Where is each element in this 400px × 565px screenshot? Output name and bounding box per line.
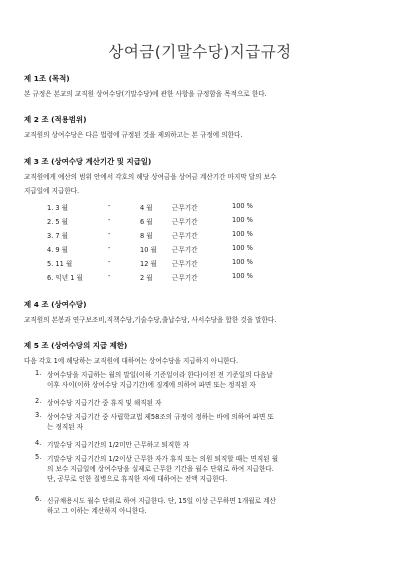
- schedule-label: 근무기간: [172, 218, 198, 226]
- list-item-text-continued: 이후 사이(이하 상여수당 지급기간)에 징계에 의하여 파면 또는 정직된 자: [47, 381, 256, 389]
- schedule-dash: -: [108, 244, 111, 252]
- schedule-to: 2 월: [140, 274, 153, 282]
- list-item-text-continued: 는 정직된 자: [47, 423, 84, 431]
- article-5-heading: 제 5 조 (상여수당의 지급 제한): [24, 341, 128, 350]
- list-item-number: 4.: [35, 439, 42, 447]
- article-4-text: 교직원의 본봉과 연구보조비,직책수당,기술수당,출납수당, 사서수당을 합한 것을 말한다.: [24, 316, 277, 324]
- article-3-text-line-1: 교직원에게 예산의 범위 안에서 각호의 해당 상여금을 상여금 계산기간 마지막 달의 보수: [24, 173, 277, 181]
- article-5-text: 다음 각호 1에 해당하는 교직원에 대하여는 상여수당을 지급하지 아니한다.: [24, 357, 239, 365]
- article-1-text: 본 규정은 본교의 교직원 상여수당(기말수당)에 관한 사항을 규정함을 목적으로 한다.: [24, 90, 267, 98]
- schedule-dash: -: [108, 202, 111, 210]
- schedule-to: 12 월: [140, 260, 157, 268]
- list-item-text: 상여수당 지급기간 중 휴직 및 해직된 자: [47, 399, 162, 407]
- list-item-text: 기말수당 지급기간의 1/2미만 근무하고 퇴직한 자: [47, 441, 190, 449]
- schedule-dash: -: [108, 258, 111, 266]
- schedule-row: [0, 272, 400, 282]
- article-3-heading: 제 3 조 (상여수당 계산기간 및 지급일): [24, 157, 152, 166]
- article-2-heading: 제 2 조 (적용범위): [24, 115, 87, 124]
- schedule-rate: 100 %: [232, 244, 253, 252]
- schedule-rate: 100 %: [232, 272, 253, 280]
- schedule-to: 8 월: [140, 232, 153, 240]
- list-item-number: 3.: [35, 411, 42, 419]
- list-item-number: 6.: [35, 495, 42, 503]
- schedule-label: 근무기간: [172, 232, 198, 240]
- schedule-to: 6 월: [140, 218, 153, 226]
- schedule-label: 근무기간: [172, 274, 198, 282]
- schedule-from: 5. 11 월: [47, 260, 73, 268]
- list-item-number: 2.: [35, 397, 42, 405]
- page-title: 상여금(기말수당)지급규정: [108, 43, 292, 61]
- schedule-label: 근무기간: [172, 246, 198, 254]
- list-item-text: 상여수당 지급기간 중 사립학교법 제58조의 규정이 정하는 바에 의하여 파면 또: [47, 413, 274, 421]
- schedule-rate: 100 %: [232, 216, 253, 224]
- schedule-label: 근무기간: [172, 204, 198, 212]
- article-2-text: 교직원의 상여수당은 다른 법령에 규정된 것을 제외하고는 본 규정에 의한다.: [24, 131, 243, 139]
- schedule-from: 3. 7 월: [47, 232, 69, 240]
- schedule-to: 10 월: [140, 246, 157, 254]
- schedule-from: 6. 익년 1 월: [47, 274, 83, 282]
- schedule-row: [0, 230, 400, 240]
- schedule-dash: -: [108, 216, 111, 224]
- list-item-text: 신규채용시도 월수 단위로 하여 지급한다. 단, 15일 이상 근무하면 1개월로 계산: [47, 497, 276, 505]
- schedule-from: 1. 3 월: [47, 204, 69, 212]
- schedule-label: 근무기간: [172, 260, 198, 268]
- article-3-text-line-2: 지급일에 지급한다.: [24, 187, 80, 195]
- schedule-to: 4 월: [140, 204, 153, 212]
- schedule-dash: -: [108, 272, 111, 280]
- list-item-text: 상여수당을 지급하는 월의 말일(이하 기준일이라 한다)이전 전 기준일의 다음날: [47, 371, 273, 379]
- schedule-from: 4. 9 월: [47, 246, 69, 254]
- list-item-number: 5.: [35, 453, 42, 461]
- schedule-rate: 100 %: [232, 258, 253, 266]
- schedule-row: [0, 216, 400, 226]
- schedule-rate: 100 %: [232, 230, 253, 238]
- article-1-heading: 제 1조 (목적): [24, 74, 70, 83]
- schedule-row: [0, 202, 400, 212]
- schedule-dash: -: [108, 230, 111, 238]
- article-4-heading: 제 4 조 (상여수당): [24, 300, 87, 309]
- list-item-text-continued: 단, 공무로 인한 질병으로 휴직한 자에 대하여는 전액 지급한다.: [47, 475, 228, 483]
- list-item-number: 1.: [35, 369, 42, 377]
- list-item-text-continued: 의 보수 지급일에 상여수당을 실제로 근무한 기간을 월수 단위로 하여 지급한다.: [47, 465, 274, 473]
- list-item-text-continued: 하고 그 이하는 계산하지 아니한다.: [47, 507, 147, 515]
- list-item-text: 기말수당 지급기간의 1/2이상 근무한 자가 휴직 또는 의원 퇴직할 때는 면직된 월: [47, 455, 279, 463]
- schedule-rate: 100 %: [232, 202, 253, 210]
- schedule-row: [0, 258, 400, 268]
- schedule-from: 2. 5 월: [47, 218, 69, 226]
- schedule-row: [0, 244, 400, 254]
